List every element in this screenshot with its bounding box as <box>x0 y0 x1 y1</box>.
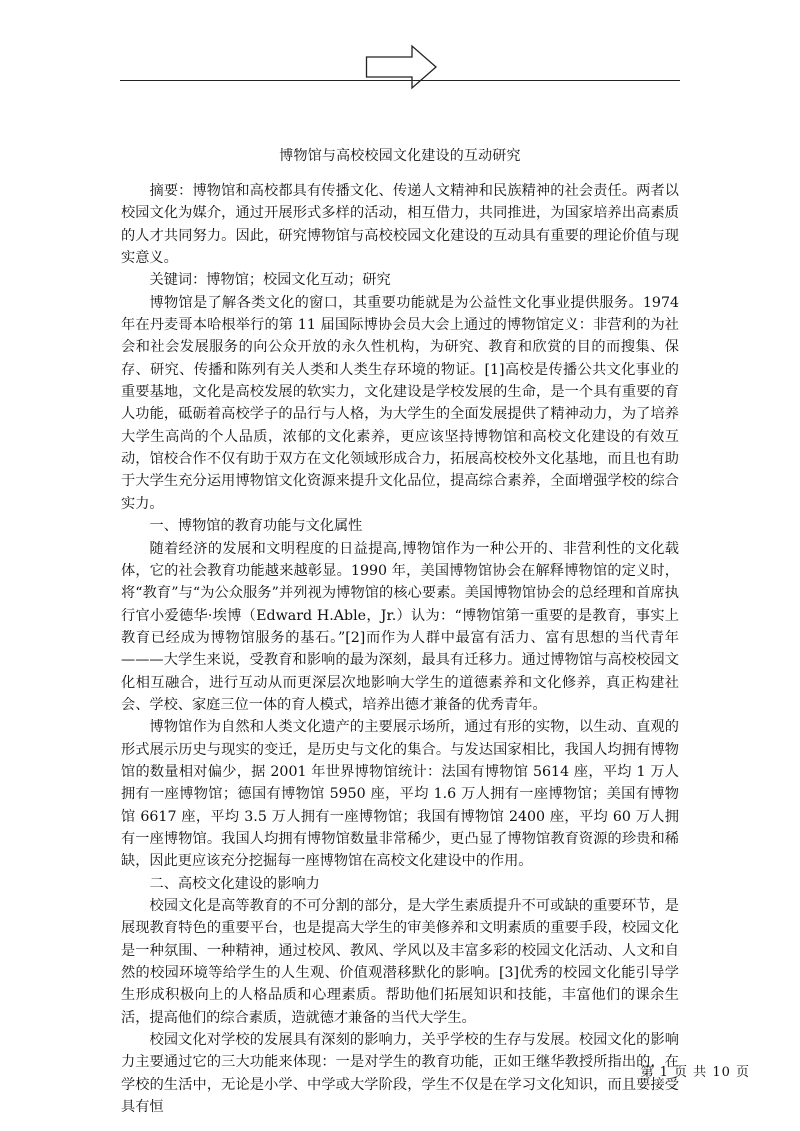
header-divider <box>120 80 680 81</box>
keywords-paragraph: 关键词：博物馆；校园文化互动；研究 <box>149 272 391 289</box>
section-heading: 二、高校文化建设的影响力 <box>149 875 320 892</box>
section-heading: 一、博物馆的教育功能与文化属性 <box>149 518 363 535</box>
document-title: 博物馆与高校校园文化建设的互动研究 <box>279 148 521 164</box>
arrow-right-icon <box>364 44 440 90</box>
document-body <box>121 180 679 1118</box>
abstract-paragraph: 摘要：博物馆和高校都具有传播文化、传递人文精神和民族精神的社会责任。两者以校园文化为媒介，通过开展形式多样的活动，相互借力，共同推进，为国家培养出高素质的人才共同努力。因此，研究博物馆与高校校园文化建设的互动具有重要的理论价值与现实意义。 <box>121 183 679 267</box>
body-paragraph: 随着经济的发展和文明程度的日益提高,博物馆作为一种公开的、非营利性的文化载体，它的社会教育功能越来越彰显。1990 年，美国博物馆协会在解释博物馆的定义时，将“教育”与“为公众服务”并列视为博物馆的核心要素。美国博物馆协会的总经理和首席执行官小爱德华·埃博（Edward H.Able，Jr.）认为：“博物馆第一重要的是教育，事实上教育已经成为博物馆服务的基石。”[2]而作为人群中最富有活力、富有思想的当代青年———大学生来说，受教育和影响的最为深刻，最具有迁移力。通过博物馆与高校校园文化相互融合，进行互动从而更深层次地影响大学生的道德素养和文化修养，真正构建社会、学校、家庭三位一体的育人模式，培养出德才兼备的优秀青年。 <box>121 540 679 713</box>
body-paragraph: 博物馆作为自然和人类文化遗产的主要展示场所，通过有形的实物，以生动、直观的形式展示历史与现实的变迁，是历史与文化的集合。与发达国家相比，我国人均拥有博物馆的数量相对偏少，据 2001 年世界博物馆统计：法国有博物馆 5614 座，平均 1 万人拥有一座博物馆；德国有博物馆 5950 座，平均 1.6 万人拥有一座博物馆；美国有博物馆 6617 座，平均 3.5 万人拥有一座博物馆；我国有博物馆 2400 座，平均 60 万人拥有一座博物馆。我国人均拥有博物馆数量非常稀少，更凸显了博物馆教育资源的珍贵和稀缺，因此更应该充分挖掘每一座博物馆在高校文化建设中的作用。 <box>121 719 679 870</box>
page-number: 第 1 页 共 10 页 <box>640 1065 750 1080</box>
body-paragraph: 校园文化对学校的发展具有深刻的影响力，关乎学校的生存与发展。校园文化的影响力主要通过它的三大功能来体现：一是对学生的教育功能，正如王继华教授所指出的，在学校的生活中，无论是小学、中学或大学阶段，学生不仅是在学习文化知识，而且要接受具有恒 <box>121 1032 679 1116</box>
body-paragraph: 校园文化是高等教育的不可分割的部分，是大学生素质提升不可或缺的重要环节，是展现教育特色的重要平台，也是提高大学生的审美修养和文明素质的重要手段，校园文化是一种氛围、一种精神，通过校风、教风、学风以及丰富多彩的校园文化活动、人文和自然的校园环境等给学生的人生观、价值观潜移默化的影响。[3]优秀的校园文化能引导学生形成积极向上的人格品质和心理素质。帮助他们拓展知识和技能，丰富他们的课余生活，提高他们的综合素质，造就德才兼备的当代大学生。 <box>121 898 679 1026</box>
body-paragraph: 博物馆是了解各类文化的窗口，其重要功能就是为公益性文化事业提供服务。1974 年在丹麦哥本哈根举行的第 11 届国际博协会员大会上通过的博物馆定义：非营利的为社会和社会发展服务的向公众开放的永久性机构，为研究、教育和欣赏的目的而搜集、保存、研究、传播和陈列有关人类和人类生存环境的物证。[1]高校是传播公共文化事业的重要基地，文化是高校发展的软实力，文化建设是学校发展的生命，是一个具有重要的育人功能，砥砺着高校学子的品行与人格，为大学生的全面发展提供了精神动力，为了培养大学生高尚的个人品质，浓郁的文化素养，更应该坚持博物馆和高校文化建设的有效互动，馆校合作不仅有助于双方在文化领域形成合力，拓展高校校外文化基地，而且也有助于大学生充分运用博物馆文化资源来提升文化品位，提高综合素养，全面增强学校的综合实力。 <box>121 294 679 512</box>
